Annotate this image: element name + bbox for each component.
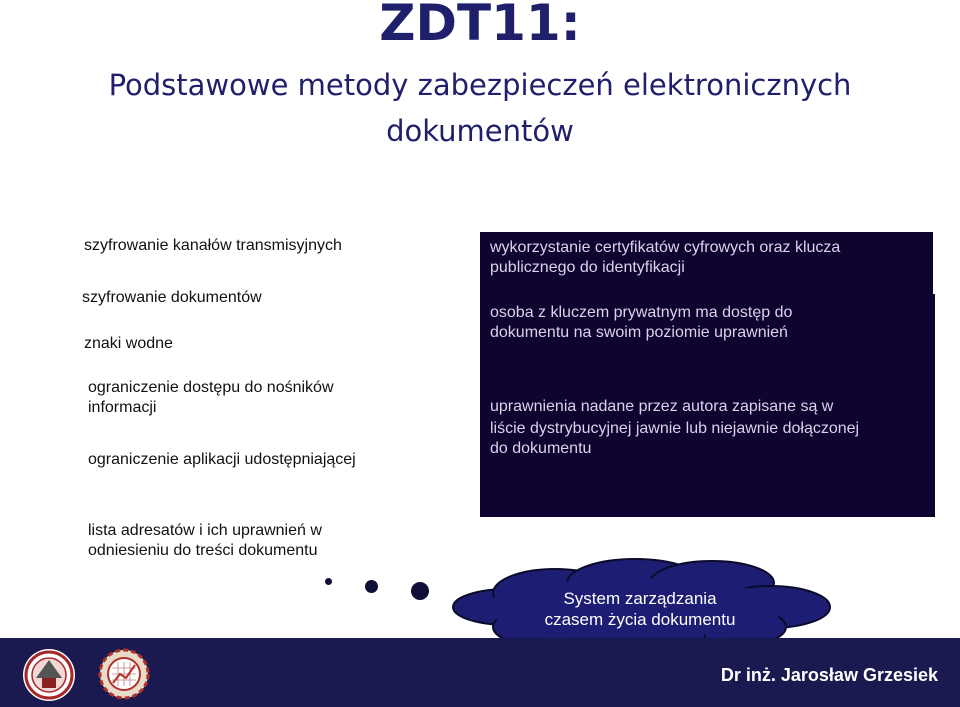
subtitle-line-2: dokumentów — [386, 114, 574, 148]
panel-text-permissions-2: liście dystrybucyjnej jawnie lub niejawnie dołączonej — [490, 420, 860, 437]
university-logo-icon — [22, 648, 76, 702]
item-document-encryption: szyfrowanie dokumentów — [82, 289, 262, 306]
item-media-access-line-2: informacji — [88, 399, 157, 416]
bubble-dot-large — [411, 582, 429, 600]
subtitle-line-1: Podstawowe metody zabezpieczeń elektronicznych — [108, 68, 852, 102]
cloud-text-line-1: System zarządzania — [563, 589, 717, 608]
item-watermarks: znaki wodne — [84, 335, 173, 352]
slide-title: ZDT11: — [379, 0, 581, 52]
bubble-dot-medium — [365, 580, 378, 593]
panel-text-certificates-1: wykorzystanie certyfikatów cyfrowych oraz klucza — [490, 239, 841, 256]
panel-text-certificates-2: publicznego do identyfikacji — [490, 259, 685, 276]
cloud-text-line-2: czasem życia dokumentu — [544, 610, 736, 629]
panel-text-private-key-2: dokumentu na swoim poziomie uprawnień — [490, 324, 788, 341]
panel-text-private-key-1: osoba z kluczem prywatnym ma dostęp do — [490, 304, 793, 321]
item-app-restriction: ograniczenie aplikacji udostępniającej — [88, 451, 356, 468]
slide-subtitle — [0, 62, 960, 154]
footer-author: Dr inż. Jarosław Grzesiek — [720, 665, 938, 685]
item-channel-encryption: szyfrowanie kanałów transmisyjnych — [84, 237, 342, 254]
item-media-access-line-1: ograniczenie dostępu do nośników — [88, 379, 334, 396]
panel-text-permissions-1: uprawnienia nadane przez autora zapisane są w — [490, 398, 834, 415]
item-recipients-line-1: lista adresatów i ich uprawnień w — [88, 522, 322, 539]
item-recipients-line-2: odniesieniu do treści dokumentu — [88, 542, 318, 559]
cloud-text — [520, 588, 760, 630]
gear-logo-icon — [98, 648, 150, 700]
panel-text-permissions-3: do dokumentu — [490, 440, 592, 457]
bubble-dot-small — [325, 578, 332, 585]
